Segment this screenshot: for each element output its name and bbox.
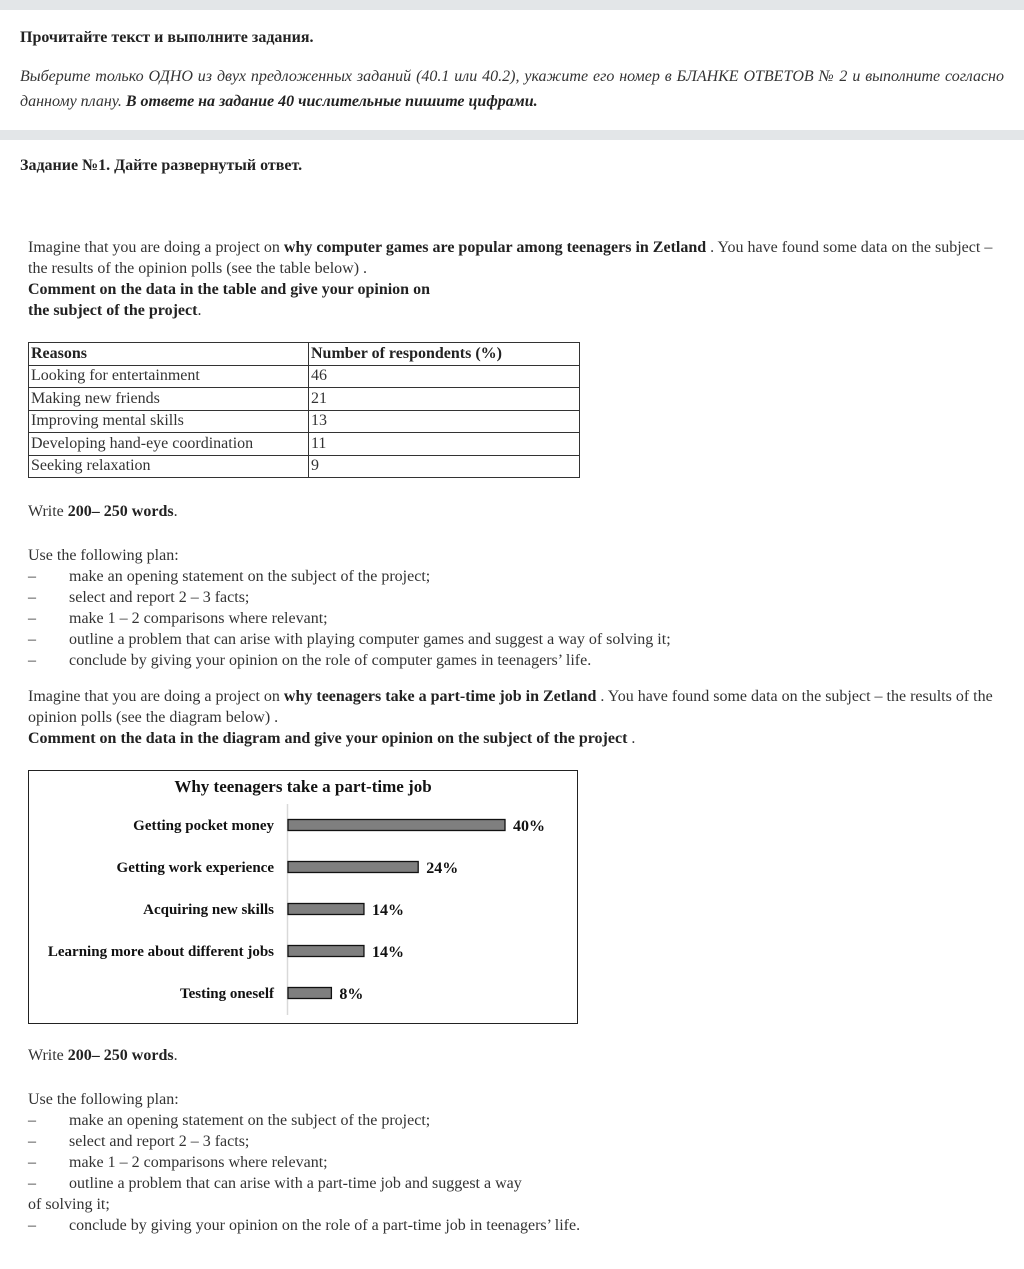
table-cell-reason: Looking for entertainment [29, 365, 309, 388]
plan-item [28, 629, 671, 650]
plan-dash: – [28, 652, 36, 669]
plan-title: Use the following plan: [28, 1091, 179, 1108]
table-cell-value: 11 [309, 433, 580, 456]
option2-topic: why teenagers take a part-time job in Zetland [283, 688, 597, 705]
plan-dash: – [28, 568, 36, 585]
instructions-italic: Выберите только ОДНО из двух предложенных заданий (40.1 или 40.2), укажите его номер в БЛАНКЕ ОТВЕТОВ № 2 и выполните согласно данному плану. [20, 68, 1004, 110]
table-cell-value: 46 [309, 365, 580, 388]
plan-item [28, 608, 671, 629]
bar-category-label: Learning more about different jobs [47, 944, 274, 960]
plan-item-text: outline a problem that can arise with a part-time job and suggest a way [69, 1175, 522, 1192]
task-title: Задание №1. Дайте развернутый ответ. [20, 157, 303, 174]
table-header-respondents: Number of respondents (%) [309, 343, 580, 366]
word-count-range: 200– 250 words [67, 503, 174, 520]
plan-item-text: make an opening statement on the subject of the project; [69, 568, 431, 585]
instructions-bold: В ответе на задание 40 числительные пишите цифрами. [125, 93, 538, 110]
option1-intro-text-2: . You have found some data on the subject – the results of the opinion polls (see the table below) . [28, 239, 993, 277]
option1-intro [28, 237, 1008, 321]
plan-item-text: outline a problem that can arise with playing computer games and suggest a way of solving it; [69, 631, 671, 648]
bar-value-label: 24% [426, 860, 459, 877]
bar [288, 820, 505, 831]
bar-category-label: Acquiring new skills [143, 902, 274, 918]
option2-plan [28, 1089, 580, 1236]
table-cell-reason: Improving mental skills [29, 410, 309, 433]
table-cell-value: 9 [309, 455, 580, 478]
plan-title: Use the following plan: [28, 547, 179, 564]
option2-comment: Comment on the data in the diagram and give your opinion on the subject of the project [28, 730, 628, 747]
plan-item-text: select and report 2 – 3 facts; [69, 589, 250, 606]
plan-item-continuation: of solving it; [28, 1196, 110, 1213]
plan-dash: – [28, 1154, 36, 1171]
bar-category-label: Getting pocket money [133, 818, 274, 834]
bar-value-label: 40% [513, 818, 545, 835]
plan-item [28, 587, 671, 608]
option1-plan [28, 545, 671, 671]
plan-dash: – [28, 631, 36, 648]
word-count-range: 200– 250 words [67, 1047, 174, 1064]
option2-intro-text-2: . You have found some data on the subject – the results of the opinion polls (see the diagram below) . [28, 688, 993, 726]
chart-title: Why teenagers take a part-time job [174, 777, 432, 796]
chart-bars [48, 818, 545, 1003]
chart-svg [29, 771, 577, 1023]
bar [288, 988, 331, 999]
top-band [0, 0, 1024, 10]
instructions-title: Прочитайте текст и выполните задания. [20, 29, 314, 46]
plan-item-text: conclude by giving your opinion on the role of a part-time job in teenagers’ life. [69, 1217, 581, 1234]
table-cell-value: 21 [309, 388, 580, 411]
plan-item-text: make 1 – 2 comparisons where relevant; [69, 610, 328, 627]
table-row [29, 410, 580, 433]
option2-comment-end: . [627, 730, 636, 747]
plan-dash: – [28, 610, 36, 627]
option1-intro-text: Imagine that you are doing a project on [28, 239, 284, 256]
bar-category-label: Getting work experience [116, 860, 274, 876]
plan-item [28, 1131, 580, 1152]
plan-item-text: conclude by giving your opinion on the role of computer games in teenagers’ life. [69, 652, 592, 669]
bar [288, 946, 364, 957]
plan-dash: – [28, 589, 36, 606]
bar-value-label: 8% [339, 986, 364, 1003]
option1-comment-end: . [197, 302, 202, 319]
table-row [29, 365, 580, 388]
table-cell-reason: Making new friends [29, 388, 309, 411]
option1-topic: why computer games are popular among teenagers in Zetland [283, 239, 707, 256]
plan-item [28, 650, 671, 671]
word-count-prefix: Write [28, 503, 68, 520]
plan-dash: – [28, 1133, 36, 1150]
option2-word-count [28, 1047, 178, 1065]
word-count-suffix: . [173, 503, 178, 520]
bar [288, 862, 418, 873]
table-row [29, 388, 580, 411]
bar-value-label: 14% [371, 944, 404, 961]
plan-item [28, 1110, 580, 1131]
table-row [29, 455, 580, 478]
plan-item-text: make an opening statement on the subject of the project; [69, 1112, 431, 1129]
table-cell-value: 13 [309, 410, 580, 433]
bar-category-label: Testing oneself [179, 986, 274, 1002]
plan-item-text: select and report 2 – 3 facts; [69, 1133, 250, 1150]
table-cell-reason: Seeking relaxation [29, 455, 309, 478]
plan-item [28, 1173, 580, 1194]
part-time-job-chart [28, 770, 578, 1024]
word-count-suffix: . [173, 1047, 178, 1064]
section-divider-band [0, 130, 1024, 140]
option1-word-count [28, 503, 178, 521]
table-header-row [29, 343, 580, 366]
table-cell-reason: Developing hand-eye coordination [29, 433, 309, 456]
word-count-prefix: Write [28, 1047, 68, 1064]
reasons-table [28, 342, 580, 478]
option2-intro-text: Imagine that you are doing a project on [28, 688, 284, 705]
table-header-reasons: Reasons [29, 343, 309, 366]
option2-intro [28, 686, 1008, 749]
plan-item [28, 1152, 580, 1173]
instructions-text [20, 64, 1004, 114]
plan-dash: – [28, 1175, 36, 1192]
plan-item [28, 566, 671, 587]
bar [288, 904, 364, 915]
plan-item [28, 1215, 580, 1236]
bar-value-label: 14% [371, 902, 404, 919]
plan-dash: – [28, 1112, 36, 1129]
table-row [29, 433, 580, 456]
option1-comment-line2: the subject of the project [28, 302, 198, 319]
option1-comment-line1: Comment on the data in the table and give your opinion on [28, 281, 430, 298]
plan-dash: – [28, 1217, 36, 1234]
plan-item-text: make 1 – 2 comparisons where relevant; [69, 1154, 328, 1171]
